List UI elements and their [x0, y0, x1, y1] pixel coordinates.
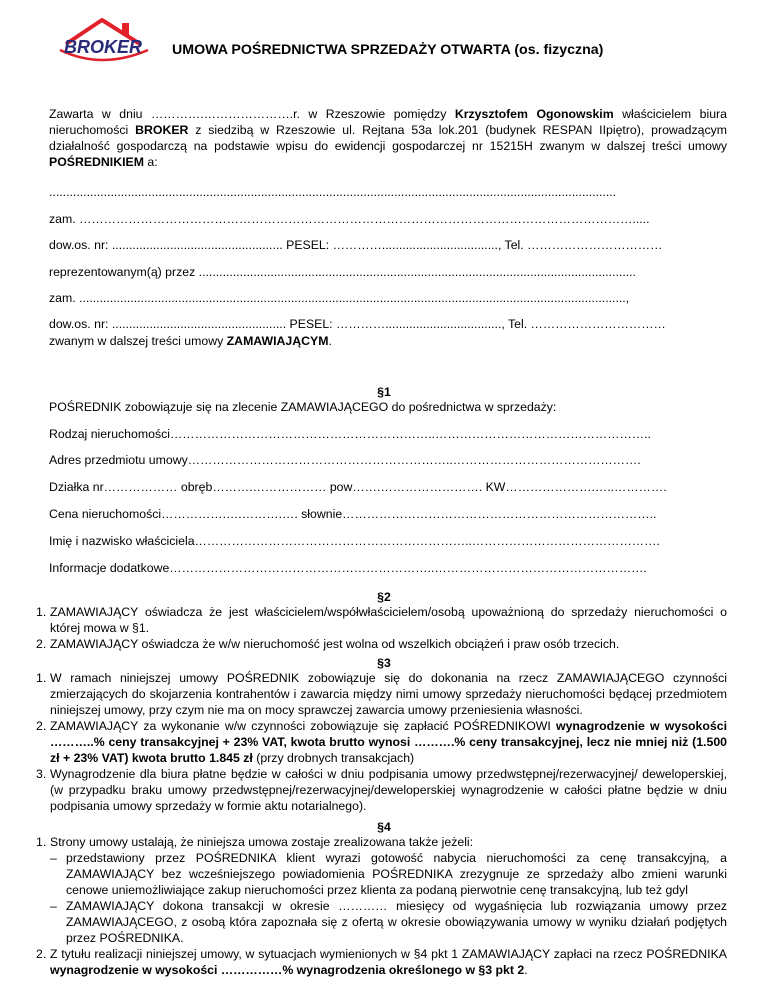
item-number: 1.: [36, 605, 47, 619]
zamawiajacy-definition: [49, 333, 727, 349]
item-number: 2.: [36, 637, 47, 651]
broker-owner-name: Krzysztofem Ogonowskim: [454, 107, 614, 121]
commission-reference: wynagrodzenie w wysokości ……………% wynagrodzenia określonego w §3 pkt 2: [50, 963, 525, 977]
property-address-line: Adres przedmiotu umowy………………………………………………………..……………………………………….: [49, 453, 641, 467]
representative-line: reprezentowanym(ą) przez ................................................................................................................................: [49, 265, 636, 279]
section-4-item: [36, 834, 727, 850]
representative-id-line: dow.os. nr: ................................................... PESEL: ………….................................., Tel. ……………………………: [49, 317, 666, 331]
dash-bullet: –: [50, 851, 57, 865]
item-text: ZAMAWIAJĄCY dokona transakcji w okresie ………… miesięcy od wygaśnięcia lub rozwiązania umowy przez ZAMAWIAJĄCEGO, z osobą która zapoznała się z ofertą w okresie obowiązywania umowy w wyniku działań podjętych przez POŚREDNIKA.: [66, 899, 727, 945]
office-name: BROKER: [135, 123, 189, 137]
owner-name-line: Imię i nazwisko właściciela…………………………………………………………..……………………………………….: [49, 534, 660, 548]
section-4-dash-item: [36, 898, 727, 946]
item-text: (przy drobnych transakcjach): [252, 751, 415, 765]
item-number: 1.: [36, 835, 47, 849]
zamawiajacy-term: ZAMAWIAJĄCYM: [226, 334, 329, 348]
broker-logo: [52, 14, 154, 68]
item-text: ZAMAWIAJĄCY oświadcza że w/w nieruchomość jest wolna od wszelkich obciążeń i praw osób trzecich.: [50, 637, 620, 651]
section-3-item: [36, 718, 727, 766]
item-number: 3.: [36, 767, 47, 781]
item-text: Wynagrodzenie dla biura płatne będzie w całości w dniu podpisania umowy przedwstępnej/rezerwacyjnej/ deweloperskiej, (w przypadku braku umowy przedwstępnej/rezerwacyjnej/deweloperskiej wynagrodzenie w całości płatne będzie w dniu podpisania umowy sprzedaży w formie aktu notarialnego).: [50, 767, 727, 813]
plot-details-line: Działka nr……………… obręb……….……………… pow…….……………………. KW………………….…..………….: [49, 480, 667, 494]
item-number: 1.: [36, 671, 47, 685]
section-4-dash-item: [36, 850, 727, 898]
item-number: 2.: [36, 719, 47, 733]
section-2-item: [36, 636, 727, 652]
item-text: Strony umowy ustalają, że niniejsza umowa zostaje zrealizowana także jeżeli:: [50, 835, 474, 849]
posrednik-term: POŚREDNIKIEM: [49, 155, 144, 169]
item-text: ZAMAWIAJĄCY za wykonanie w/w czynności zobowiązuje się zapłacić POŚREDNIKOWI: [50, 719, 557, 733]
intro-text: z siedzibą w Rzeszowie ul. Rejtana 53a lok.201 (budynek RESPAN IIpiętro), prowadzącym działalność gospodarczą na podstawie wpisu do ewidencji gospodarczej nr 15215H zwanym w dalszej treści umowy: [49, 123, 727, 153]
section-1-heading: §1: [377, 385, 391, 399]
intro-paragraph: [49, 106, 727, 170]
additional-info-line: Informacje dodatkowe………………………………………………………..…………………………………………….: [49, 561, 647, 575]
client-name-line: ......................................................................................................................................................................: [49, 185, 617, 199]
definition-end: .: [328, 334, 332, 348]
item-number: 2.: [36, 947, 47, 961]
item-text: ZAMAWIAJĄCY oświadcza że jest właścicielem/współwłaścicielem/osobą upoważnioną do sprzedaży nieruchomości o której mowa w §1.: [50, 605, 727, 635]
section-3-heading: §3: [377, 656, 391, 670]
section-3-item: [36, 766, 727, 814]
item-end: .: [524, 963, 528, 977]
commission-terms: wynagrodzenie w wysokości ………..% ceny transakcyjnej + 23% VAT, kwota brutto wynosi ……….% ceny transakcyjnej, lecz nie mniej niż (1.500 zł + 23% VAT) kwota brutto 1.845 zł: [50, 719, 728, 765]
chimney-icon: [122, 23, 129, 35]
client-id-line: dow.os. nr: .................................................. PESEL: ………….................................., Tel. ……………………………: [49, 238, 663, 252]
property-price-line: Cena nieruchomości…………….….……….…. słownie…………………………………………………………………..: [49, 507, 657, 521]
definition-text: zwanym w dalszej treści umowy: [49, 334, 227, 348]
item-text: Z tytułu realizacji niniejszej umowy, w sytuacjach wymienionych w §4 pkt 1 ZAMAWIAJĄCY zapłaci na rzecz POŚREDNIKA: [50, 947, 727, 961]
document-title: UMOWA POŚREDNICTWA SPRZEDAŻY OTWARTA (os. fizyczna): [172, 42, 604, 58]
logo-text: BROKER: [63, 37, 143, 57]
section-4-list: [36, 834, 727, 978]
section-3-item: [36, 670, 727, 718]
client-address-line: zam. ……………………………………………………………………………………………………………………….....: [49, 212, 650, 226]
section-4-heading: §4: [377, 820, 391, 834]
intro-text: właścicielem biura nieruchomości: [49, 107, 727, 137]
section-4-item: [36, 946, 727, 978]
item-text: W ramach niniejszej umowy POŚREDNIK zobowiązuje się do dokonania na rzecz ZAMAWIAJĄCEGO czynności zmierzających do skojarzenia kontrahentów i zawarcia między nimi umowy sprzedaży nieruchomości będącej przedmiotem niniejszej umowy, przy czym nie ma on mocy sprawczej zawarcia umowy przeniesienia własności.: [50, 671, 727, 717]
dash-bullet: –: [50, 899, 57, 913]
section-2-heading: §2: [377, 590, 391, 604]
section-2-list: [36, 604, 727, 652]
item-text: przedstawiony przez POŚREDNIKA klient wyrazi gotowość nabycia nieruchomości za cenę transakcyjną, a ZAMAWIAJĄCY bez wcześniejszego powiadomienia POŚREDNIKA zrezygnuje ze sprzedaży albo zmieni warunki cenowe uniemożliwiające zakup nieruchomości przez klienta za podaną pierwotnie cenę transakcyjną, lub też gdyl: [66, 851, 727, 897]
intro-text: a:: [143, 155, 158, 169]
intro-text: Zawarta w dniu ………….………………….r. w Rzeszowie pomiędzy: [49, 107, 455, 121]
section-3-list: [36, 670, 727, 814]
representative-address-line: zam. ................................................................................................................................................................,: [49, 291, 630, 305]
section-1-text: POŚREDNIK zobowiązuje się na zlecenie ZAMAWIAJĄCEGO do pośrednictwa w sprzedaży:: [49, 400, 557, 414]
section-2-item: [36, 604, 727, 636]
property-type-line: Rodzaj nieruchomości………………………………………………………..……………………………………………..: [49, 427, 651, 441]
